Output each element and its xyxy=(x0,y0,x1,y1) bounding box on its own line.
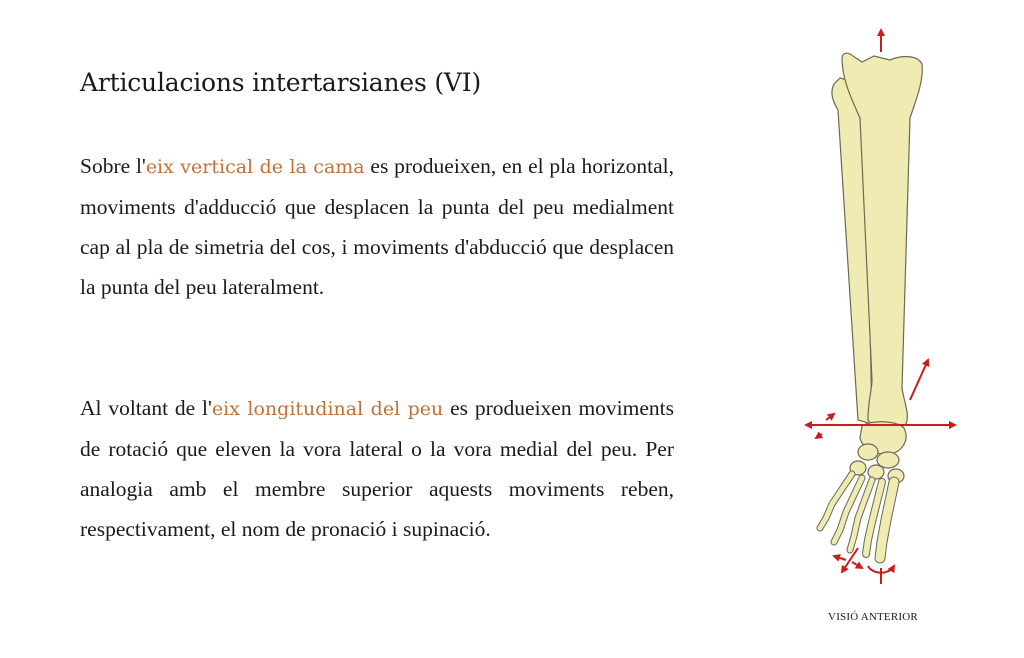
small-arrow-icon xyxy=(816,434,822,438)
page-title: Articulacions intertarsianes (VI) xyxy=(80,68,482,97)
bones xyxy=(832,53,922,483)
highlight-longitudinal-axis: eix longitudinal del peu xyxy=(211,398,444,420)
metatarsals-phalanges xyxy=(820,474,894,558)
paragraph-text: es produeixen moviments de rotació que eleven la vora lateral o la vora medial del peu. Per analogia amb el membre superior aquests moviments reben, respectivament, el nom de pronació i supinació. xyxy=(80,396,674,541)
small-arrow-icon xyxy=(834,556,846,560)
paragraph-text: Sobre l' xyxy=(80,154,146,178)
paragraph-vertical-axis xyxy=(80,146,674,307)
paragraph-text: es produeixen, en el pla horizontal, moviments d'adducció que desplacen la punta del peu medialment cap al pla de simetria del cos, i moviments d'abducció que desplacen la punta del peu lateralment. xyxy=(80,154,674,299)
paragraph-longitudinal-axis xyxy=(80,388,674,549)
tarsal-bone xyxy=(858,444,878,460)
oblique-axis-arrow-icon xyxy=(910,360,928,400)
paragraph-text: Al voltant de l' xyxy=(80,396,212,420)
leg-foot-illustration xyxy=(790,20,970,600)
small-arrow-icon xyxy=(852,562,862,568)
highlight-vertical-axis: eix vertical de la cama xyxy=(145,156,365,178)
figure-caption: VISIÓ ANTERIOR xyxy=(828,611,918,623)
small-arrow-icon xyxy=(826,414,834,420)
